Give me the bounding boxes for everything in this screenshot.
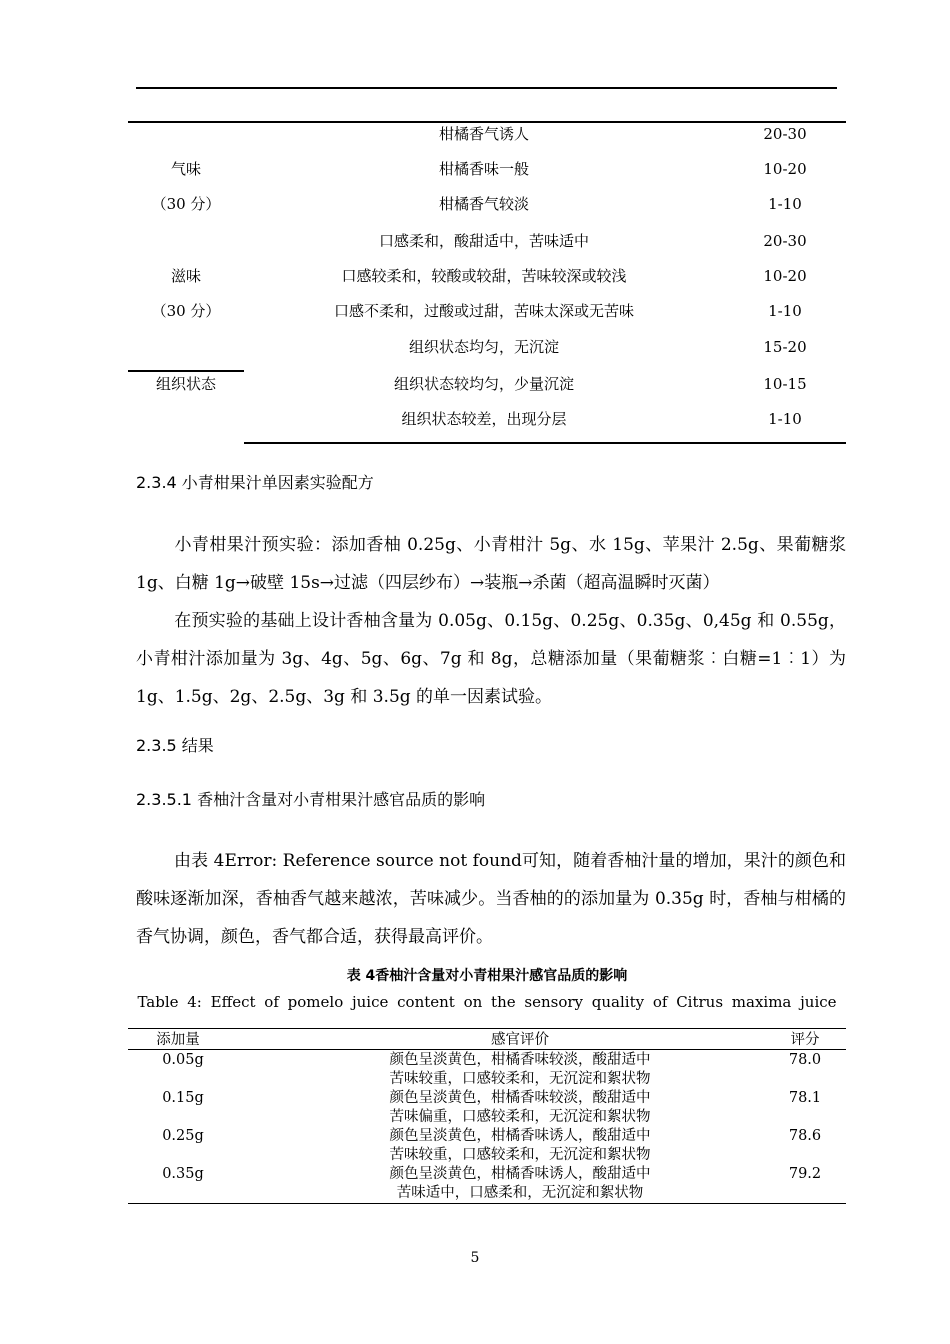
table4-score-cell: 78.0: [788, 1052, 822, 1068]
category-cell: 滋味: [170, 267, 201, 285]
criterion-cell: 柑橘香气诱人: [438, 125, 529, 143]
table4-top-rule: [128, 1028, 846, 1029]
page-number: 5: [470, 1250, 480, 1266]
category-divider-rule: [128, 370, 244, 372]
table4-evaluation-line: 苦味较重，口感较柔和，无沉淀和絮状物: [389, 1071, 651, 1087]
table4-header-rule: [128, 1049, 846, 1050]
table4-evaluation-line: 颜色呈淡黄色，柑橘香味较淡，酸甜适中: [389, 1090, 651, 1106]
table4-score-cell: 78.6: [788, 1128, 822, 1144]
criterion-cell: 口感不柔和，过酸或过甜，苦味太深或无苦味: [333, 302, 634, 320]
table4-evaluation-line: 颜色呈淡黄色，柑橘香味较淡，酸甜适中: [389, 1052, 651, 1068]
section-heading-2-3-4: 2.3.4 小青柑果汁单因素实验配方: [136, 473, 374, 492]
table-top-rule: [128, 121, 846, 123]
score-cell: 1-10: [768, 195, 802, 213]
score-cell: 10-20: [763, 267, 807, 285]
score-cell: 15-20: [763, 338, 807, 356]
table4-header-amount: 添加量: [156, 1032, 200, 1048]
table4-evaluation-line: 苦味偏重，口感较柔和，无沉淀和絮状物: [389, 1109, 651, 1125]
category-cell: （30 分）: [151, 302, 221, 320]
criterion-cell: 口感较柔和，较酸或较甜，苦味较深或较浅: [341, 267, 627, 285]
table4-amount-cell: 0.35g: [162, 1166, 204, 1182]
table4-amount-cell: 0.05g: [162, 1052, 204, 1068]
header-rule: [136, 87, 837, 89]
paragraph-results: [136, 842, 846, 956]
score-cell: 20-30: [763, 232, 807, 250]
table4-evaluation-line: 颜色呈淡黄色，柑橘香味诱人，酸甜适中: [389, 1166, 651, 1182]
table4-header-score: 评分: [790, 1032, 820, 1048]
criterion-cell: 组织状态较均匀，少量沉淀: [393, 375, 574, 393]
table4-evaluation-line: 苦味适中，口感柔和，无沉淀和絮状物: [396, 1185, 644, 1201]
table4-amount-cell: 0.15g: [162, 1090, 204, 1106]
paragraph-design: [136, 602, 846, 716]
table4-caption-en: Table 4: Effect of pomelo juice content on the sensory quality of Citrus maxima juice: [137, 993, 837, 1011]
table4-evaluation-line: 苦味较重，口感较柔和，无沉淀和絮状物: [389, 1147, 651, 1163]
criterion-cell: 柑橘香味一般: [438, 160, 529, 178]
score-cell: 1-10: [768, 302, 802, 320]
section-heading-2-3-5-1: 2.3.5.1 香柚汁含量对小青柑果汁感官品质的影响: [136, 790, 486, 809]
section-heading-2-3-5: 2.3.5 结果: [136, 736, 214, 755]
paragraph-text: 小青柑果汁预实验：添加香柚 0.25g、小青柑汁 5g、水 15g、苹果汁 2.5g、果葡糖浆 1g、白糖 1g→破壁 15s→过滤（四层纱布）→装瓶→杀菌（超高温瞬时灭菌）: [136, 535, 846, 593]
criterion-cell: 口感柔和，酸甜适中，苦味适中: [378, 232, 589, 250]
paragraph-text: 由表 4Error: Reference source not found可知，随着香柚汁量的增加，果汁的颜色和酸味逐渐加深，香柚香气越来越浓，苦味减少。当香柚的的添加量为 0.35g 时，香柚与柑橘的香气协调，颜色，香气都合适，获得最高评价。: [136, 851, 846, 947]
table4-bottom-rule: [128, 1203, 846, 1204]
table4-score-cell: 78.1: [788, 1090, 822, 1106]
score-cell: 10-20: [763, 160, 807, 178]
criterion-cell: 组织状态均匀，无沉淀: [408, 338, 559, 356]
table4-evaluation-line: 颜色呈淡黄色，柑橘香味诱人，酸甜适中: [389, 1128, 651, 1144]
table4-caption-cn: 表 4香柚汁含量对小青柑果汁感官品质的影响: [346, 968, 628, 984]
paragraph-text: 在预实验的基础上设计香柚含量为 0.05g、0.15g、0.25g、0.35g、0,45g 和 0.55g，小青柑汁添加量为 3g、4g、5g、6g、7g 和 8g，总糖添加量（果葡糖浆︰白糖=1︰1）为 1g、1.5g、2g、2.5g、3g 和 3.5g 的单一因素试验。: [136, 611, 846, 707]
score-cell: 1-10: [768, 410, 802, 428]
category-cell: 组织状态: [155, 375, 216, 393]
table-bottom-rule: [244, 442, 846, 444]
score-cell: 10-15: [763, 375, 807, 393]
criterion-cell: 组织状态较差，出现分层: [401, 410, 567, 428]
paragraph-pre-experiment: [136, 526, 846, 602]
table4-score-cell: 79.2: [788, 1166, 822, 1182]
criterion-cell: 柑橘香气较淡: [438, 195, 529, 213]
table4-header-evaluation: 感官评价: [491, 1032, 549, 1048]
table4-amount-cell: 0.25g: [162, 1128, 204, 1144]
category-cell: 气味: [170, 160, 201, 178]
category-cell: （30 分）: [151, 195, 221, 213]
score-cell: 20-30: [763, 125, 807, 143]
